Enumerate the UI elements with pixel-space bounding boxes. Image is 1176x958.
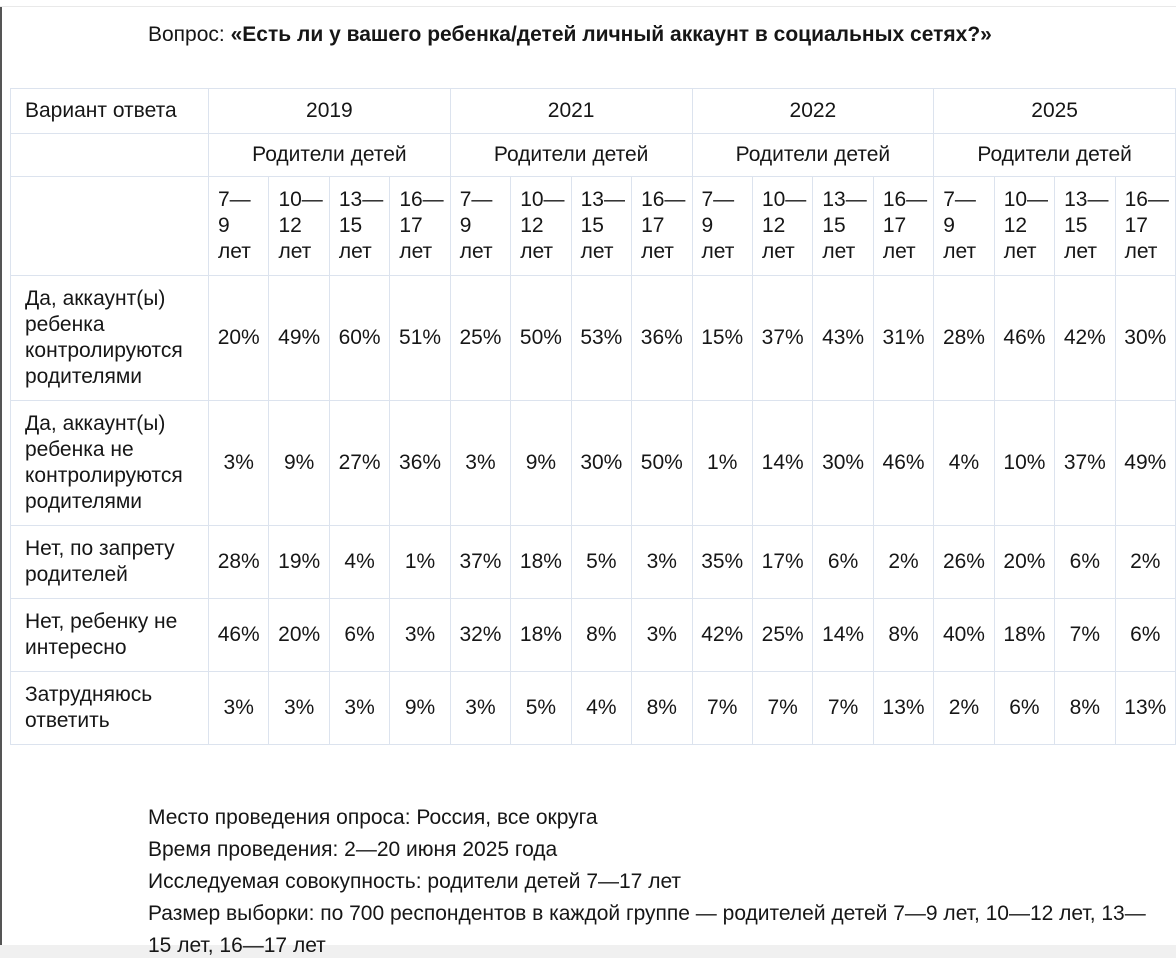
value-cell: 60% bbox=[329, 276, 389, 401]
age-group-header bbox=[511, 177, 571, 276]
age-group-line: 15 bbox=[580, 214, 604, 237]
note-sample-size: Размер выборки: по 700 респондентов в каждой группе — родителей детей 7—9 лет, 10—12 лет, 13—15 лет, 16—17 лет bbox=[148, 902, 1146, 957]
age-group-line: 9 bbox=[701, 214, 714, 237]
value-cell: 46% bbox=[209, 599, 269, 672]
value-cell: 6% bbox=[813, 526, 873, 599]
value-cell: 40% bbox=[934, 599, 994, 672]
empty-cell bbox=[11, 134, 209, 177]
value-cell: 20% bbox=[994, 526, 1054, 599]
value-cell: 4% bbox=[329, 526, 389, 599]
value-cell: 30% bbox=[571, 401, 631, 526]
age-group-header bbox=[390, 177, 450, 276]
age-group-line: лет bbox=[882, 240, 916, 263]
value-cell: 46% bbox=[994, 276, 1054, 401]
age-group-line: 7— bbox=[459, 188, 493, 211]
age-group-line: лет bbox=[1124, 240, 1158, 263]
value-cell: 9% bbox=[390, 672, 450, 745]
value-cell: 26% bbox=[934, 526, 994, 599]
value-cell: 2% bbox=[873, 526, 933, 599]
age-group-line: 15 bbox=[822, 214, 846, 237]
value-cell: 13% bbox=[1115, 672, 1175, 745]
age-group-line: 10— bbox=[278, 188, 323, 211]
age-group-line: 12 bbox=[761, 214, 786, 237]
value-cell: 43% bbox=[813, 276, 873, 401]
age-group-line: лет bbox=[701, 240, 735, 263]
note-period: Время проведения: 2—20 июня 2025 года bbox=[148, 838, 558, 861]
note-population: Исследуемая совокупность: родители детей 7—17 лет bbox=[148, 870, 682, 893]
age-group-line: 16— bbox=[641, 188, 686, 211]
value-cell: 3% bbox=[450, 672, 510, 745]
value-cell: 37% bbox=[450, 526, 510, 599]
age-group-header bbox=[1055, 177, 1115, 276]
value-cell: 9% bbox=[511, 401, 571, 526]
value-cell: 36% bbox=[632, 276, 692, 401]
age-group-line: лет bbox=[943, 240, 977, 263]
year-header: 2019 bbox=[209, 89, 451, 134]
year-header: 2022 bbox=[692, 89, 934, 134]
age-group-line: 13— bbox=[1064, 188, 1109, 211]
age-group-line: лет bbox=[278, 240, 312, 263]
value-cell: 6% bbox=[1055, 526, 1115, 599]
table-row bbox=[11, 276, 1176, 401]
value-cell: 50% bbox=[511, 276, 571, 401]
table-header-group-row bbox=[11, 134, 1176, 177]
value-cell: 15% bbox=[692, 276, 752, 401]
age-group-line: 16— bbox=[1124, 188, 1169, 211]
age-group-line: 17 bbox=[641, 214, 665, 237]
value-cell: 36% bbox=[390, 401, 450, 526]
value-cell: 49% bbox=[1115, 401, 1175, 526]
value-cell: 30% bbox=[813, 401, 873, 526]
age-group-line: 17 bbox=[399, 214, 423, 237]
age-group-header bbox=[632, 177, 692, 276]
value-cell: 3% bbox=[632, 599, 692, 672]
age-group-header bbox=[450, 177, 510, 276]
age-group-line: 7— bbox=[701, 188, 735, 211]
age-group-line: 9 bbox=[459, 214, 472, 237]
year-header: 2025 bbox=[934, 89, 1176, 134]
value-cell: 6% bbox=[1115, 599, 1175, 672]
age-group-line: лет bbox=[218, 240, 251, 263]
value-cell: 10% bbox=[994, 401, 1054, 526]
group-subheader: Родители детей bbox=[450, 134, 692, 177]
survey-question-title bbox=[148, 20, 994, 50]
value-cell: 51% bbox=[390, 276, 450, 401]
table-header-ages-row bbox=[11, 177, 1176, 276]
value-cell: 8% bbox=[873, 599, 933, 672]
value-cell: 20% bbox=[209, 276, 269, 401]
value-cell: 37% bbox=[1055, 401, 1115, 526]
age-group-header bbox=[813, 177, 873, 276]
value-cell: 30% bbox=[1115, 276, 1175, 401]
value-cell: 42% bbox=[1055, 276, 1115, 401]
value-cell: 4% bbox=[934, 401, 994, 526]
age-group-line: 16— bbox=[399, 188, 444, 211]
top-edge-line bbox=[0, 6, 1176, 7]
value-cell: 32% bbox=[450, 599, 510, 672]
value-cell: 1% bbox=[390, 526, 450, 599]
value-cell: 3% bbox=[450, 401, 510, 526]
table-row bbox=[11, 401, 1176, 526]
table-row bbox=[11, 599, 1176, 672]
age-group-line: лет bbox=[520, 240, 554, 263]
value-cell: 37% bbox=[752, 276, 812, 401]
age-group-line: 10— bbox=[1003, 188, 1049, 211]
value-cell: 8% bbox=[571, 599, 631, 672]
value-cell: 3% bbox=[390, 599, 450, 672]
value-cell: 53% bbox=[571, 276, 631, 401]
age-group-line: 17 bbox=[882, 214, 907, 237]
age-group-header bbox=[1115, 177, 1175, 276]
value-cell: 19% bbox=[269, 526, 329, 599]
age-group-header bbox=[873, 177, 933, 276]
answer-column-header: Вариант ответа bbox=[11, 89, 209, 134]
age-group-line: 12 bbox=[1003, 214, 1028, 237]
age-group-line: лет bbox=[338, 240, 372, 263]
answer-option-label: Да, аккаунт(ы) ребенка не контролируются родителями bbox=[11, 401, 209, 526]
value-cell: 5% bbox=[571, 526, 631, 599]
age-group-line: лет bbox=[822, 240, 856, 263]
age-group-line: 12 bbox=[278, 214, 302, 237]
table-header-years-row bbox=[11, 89, 1176, 134]
value-cell: 3% bbox=[209, 401, 269, 526]
value-cell: 28% bbox=[209, 526, 269, 599]
value-cell: 4% bbox=[571, 672, 631, 745]
age-group-header bbox=[329, 177, 389, 276]
value-cell: 14% bbox=[813, 599, 873, 672]
age-group-line: 13— bbox=[580, 188, 625, 211]
age-group-line: лет bbox=[399, 240, 433, 263]
group-subheader: Родители детей bbox=[934, 134, 1176, 177]
value-cell: 1% bbox=[692, 401, 752, 526]
value-cell: 25% bbox=[752, 599, 812, 672]
age-group-line: 13— bbox=[822, 188, 867, 211]
value-cell: 17% bbox=[752, 526, 812, 599]
value-cell: 7% bbox=[1055, 599, 1115, 672]
answer-option-label: Нет, ребенку не интересно bbox=[11, 599, 209, 672]
value-cell: 35% bbox=[692, 526, 752, 599]
age-group-header bbox=[994, 177, 1054, 276]
value-cell: 31% bbox=[873, 276, 933, 401]
value-cell: 7% bbox=[813, 672, 873, 745]
survey-results-table bbox=[10, 88, 1176, 745]
question-text: «Есть ли у вашего ребенка/детей личный аккаунт в социальных сетях?» bbox=[230, 23, 992, 46]
age-group-line: 16— bbox=[882, 188, 928, 211]
value-cell: 5% bbox=[511, 672, 571, 745]
answer-option-label: Да, аккаунт(ы) ребенка контролируются родителями bbox=[11, 276, 209, 401]
value-cell: 18% bbox=[511, 526, 571, 599]
age-group-header bbox=[269, 177, 329, 276]
age-group-line: лет bbox=[1064, 240, 1097, 263]
value-cell: 28% bbox=[934, 276, 994, 401]
value-cell: 7% bbox=[752, 672, 812, 745]
age-group-line: 15 bbox=[1064, 214, 1088, 237]
value-cell: 27% bbox=[329, 401, 389, 526]
age-group-line: 10— bbox=[761, 188, 807, 211]
answer-option-label: Затрудняюсь ответить bbox=[11, 672, 209, 745]
value-cell: 7% bbox=[692, 672, 752, 745]
empty-cell bbox=[11, 177, 209, 276]
value-cell: 6% bbox=[329, 599, 389, 672]
group-subheader: Родители детей bbox=[209, 134, 451, 177]
age-group-line: 17 bbox=[1124, 214, 1148, 237]
value-cell: 42% bbox=[692, 599, 752, 672]
value-cell: 8% bbox=[1055, 672, 1115, 745]
age-group-line: лет bbox=[580, 240, 614, 263]
age-group-line: 9 bbox=[218, 214, 230, 237]
age-group-header bbox=[752, 177, 812, 276]
age-group-line: 12 bbox=[520, 214, 544, 237]
value-cell: 3% bbox=[329, 672, 389, 745]
value-cell: 50% bbox=[632, 401, 692, 526]
value-cell: 13% bbox=[873, 672, 933, 745]
age-group-header bbox=[692, 177, 752, 276]
value-cell: 18% bbox=[511, 599, 571, 672]
age-group-line: 15 bbox=[338, 214, 363, 237]
value-cell: 20% bbox=[269, 599, 329, 672]
age-group-line: 7— bbox=[943, 188, 976, 211]
value-cell: 6% bbox=[994, 672, 1054, 745]
age-group-header bbox=[934, 177, 994, 276]
value-cell: 3% bbox=[632, 526, 692, 599]
value-cell: 2% bbox=[934, 672, 994, 745]
group-subheader: Родители детей bbox=[692, 134, 934, 177]
value-cell: 3% bbox=[269, 672, 329, 745]
answer-option-label: Нет, по запрету родителей bbox=[11, 526, 209, 599]
age-group-line: 7— bbox=[218, 188, 251, 211]
table-row bbox=[11, 672, 1176, 745]
age-group-header bbox=[209, 177, 269, 276]
note-location: Место проведения опроса: Россия, все округа bbox=[148, 806, 598, 829]
value-cell: 9% bbox=[269, 401, 329, 526]
age-group-line: лет bbox=[641, 240, 674, 263]
table-row bbox=[11, 526, 1176, 599]
year-header: 2021 bbox=[450, 89, 692, 134]
age-group-line: 9 bbox=[943, 214, 955, 237]
value-cell: 8% bbox=[632, 672, 692, 745]
value-cell: 46% bbox=[873, 401, 933, 526]
age-group-header bbox=[571, 177, 631, 276]
age-group-line: лет bbox=[1003, 240, 1037, 263]
value-cell: 3% bbox=[209, 672, 269, 745]
value-cell: 18% bbox=[994, 599, 1054, 672]
value-cell: 49% bbox=[269, 276, 329, 401]
left-edge-line bbox=[0, 7, 2, 945]
survey-notes bbox=[148, 802, 1148, 958]
age-group-line: 13— bbox=[338, 188, 384, 211]
value-cell: 14% bbox=[752, 401, 812, 526]
age-group-line: лет bbox=[459, 240, 493, 263]
question-prefix: Вопрос: bbox=[148, 23, 231, 46]
age-group-line: 10— bbox=[520, 188, 565, 211]
age-group-line: лет bbox=[761, 240, 795, 263]
value-cell: 25% bbox=[450, 276, 510, 401]
value-cell: 2% bbox=[1115, 526, 1175, 599]
